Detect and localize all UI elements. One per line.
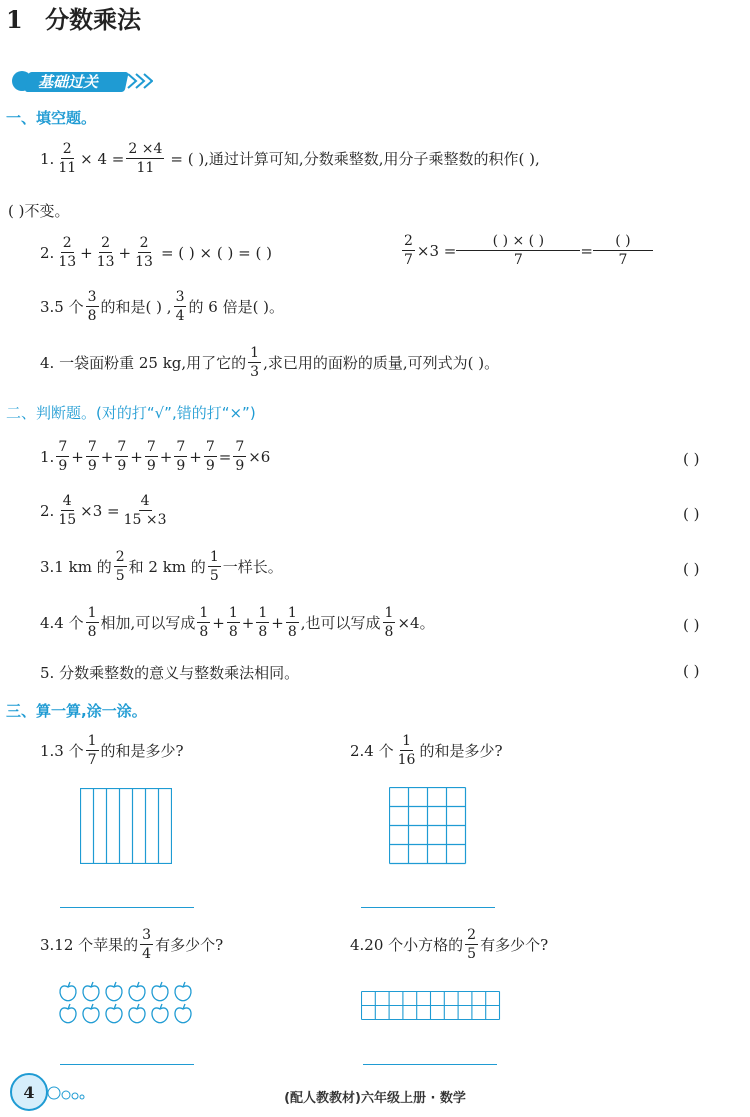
answer-line[interactable] xyxy=(60,907,194,908)
calc-question-1: 1.3 个 $\frac{1}{7}$ 的和是多少? xyxy=(40,733,184,768)
judge-question-1: 1. $\frac{7}{9}$ + $\frac{7}{9}$ + $\frac{7}{9}$ + $\frac{7}{9}$ + $\frac{7}{9}$ + $\frac{7}{9}$ = $\frac{7}{9}$ ×6 xyxy=(40,439,271,474)
section-heading-judge: 二、判断题。(对的打“√”,错的打“×”) xyxy=(6,404,256,422)
apple-icon xyxy=(152,1004,168,1023)
fraction: $\frac{3}{4}$ xyxy=(142,927,152,962)
answer-bracket[interactable]: ( ) xyxy=(683,505,700,523)
section-badge xyxy=(8,66,153,96)
strip-diagram-sevenths[interactable] xyxy=(80,788,172,864)
fraction: $\frac{1}{16}$ xyxy=(397,733,416,768)
fraction: $\frac{1}{5}$ xyxy=(209,549,219,584)
fill-question-3: 3.5 个 $\frac{3}{8}$ 的和是( ) , $\frac{3}{4}$ 的 6 倍是( )。 xyxy=(40,289,285,324)
apple-icon xyxy=(60,1004,76,1023)
fraction: $\frac{( ) \times ( )}{7}$ xyxy=(458,234,578,267)
fraction: $\frac{2}{13}$ xyxy=(58,235,77,270)
fraction: $\frac{7}{9}$ xyxy=(146,439,156,474)
fill-question-4: 4. 一袋面粉重 25 kg,用了它的 $\frac{1}{3}$ ,求已用的面粉的质量,可列式为( )。 xyxy=(40,345,500,380)
fraction: $\frac{7}{9}$ xyxy=(58,439,68,474)
fraction: $\frac{( )}{7}$ xyxy=(595,234,651,267)
answer-bracket[interactable]: ( ) xyxy=(683,450,700,468)
fraction: $\frac{2}{5}$ xyxy=(467,927,477,962)
fill-question-2: 2. $\frac{2}{13}$ + $\frac{2}{13}$ + $\frac{2}{13}$ = ( ) × ( ) = ( ) xyxy=(40,235,272,270)
fraction: $\frac{1}{8}$ xyxy=(287,605,297,640)
apple-icon xyxy=(83,982,99,1001)
fraction: $\frac{2}{7}$ xyxy=(404,233,413,268)
footer-text: (配人教教材)六年级上册 · 数学 xyxy=(284,1091,466,1106)
page-title-number: 1 xyxy=(6,5,23,34)
fraction: $\frac{1}{8}$ xyxy=(199,605,209,640)
apple-icon xyxy=(129,1004,145,1023)
fraction: $\frac{7}{9}$ xyxy=(205,439,215,474)
judge-question-3: 3.1 km 的 $\frac{2}{5}$ 和 2 km 的 $\frac{1}{5}$ 一样长。 xyxy=(40,549,283,584)
judge-question-5: 5. 分数乘整数的意义与整数乘法相同。 xyxy=(40,664,300,682)
apple-icon xyxy=(152,982,168,1001)
page-title-text: 分数乘法 xyxy=(45,6,142,34)
page-title xyxy=(6,0,141,35)
fraction: $\frac{1}{3}$ xyxy=(250,345,260,380)
fill-question-1: 1. $\frac{2}{11}$ × 4 = $\frac{2 \times 4}{11}$ = ( ),通过计算可知,分数乘整数,用分子乘整数的积作( ), xyxy=(40,141,540,176)
fill-question-2b: $\frac{2}{7}$ ×3 = $\frac{( ) \times ( )}{7}$ = $\frac{( )}{7}$ xyxy=(400,234,653,267)
fraction: $\frac{7}{9}$ xyxy=(176,439,186,474)
fraction: $\frac{7}{9}$ xyxy=(235,439,245,474)
judge-question-4: 4.4 个 $\frac{1}{8}$ 相加,可以写成 $\frac{1}{8}$ + $\frac{1}{8}$ + $\frac{1}{8}$ + $\frac{1}{8}$ ,也可以写成 $\frac{1}{8}$ ×4。 xyxy=(40,605,435,640)
fraction: $\frac{1}{8}$ xyxy=(228,605,238,640)
fraction: $\frac{2 \times 4}{11}$ xyxy=(128,141,163,176)
fraction: $\frac{3}{4}$ xyxy=(175,289,185,324)
calc-question-3: 3.12 个苹果的 $\frac{3}{4}$ 有多少个? xyxy=(40,927,224,962)
fraction: $\frac{2}{13}$ xyxy=(135,235,153,270)
apple-icon xyxy=(106,1004,122,1023)
judge-question-2: 2. $\frac{4}{15}$ ×3 = $\frac{4}{15 \times 3}$ xyxy=(40,493,167,528)
fraction: $\frac{3}{8}$ xyxy=(87,289,97,324)
fraction: $\frac{1}{7}$ xyxy=(87,733,97,768)
answer-bracket[interactable]: ( ) xyxy=(683,616,700,634)
fraction: $\frac{7}{9}$ xyxy=(117,439,127,474)
section-heading-calc: 三、算一算,涂一涂。 xyxy=(6,702,147,720)
fraction: $\frac{2}{13}$ xyxy=(96,235,115,270)
fraction: $\frac{1}{8}$ xyxy=(87,605,97,640)
apple-icon xyxy=(60,982,76,1001)
apple-icon xyxy=(175,982,191,1001)
calc-question-2: 2.4 个 $\frac{1}{16}$ 的和是多少? xyxy=(350,733,503,768)
badge-label: 基础过关 xyxy=(38,73,99,91)
answer-bracket[interactable]: ( ) xyxy=(683,560,700,578)
answer-bracket[interactable]: ( ) xyxy=(683,662,700,680)
fraction: $\frac{7}{9}$ xyxy=(87,439,97,474)
section-heading-fill: 一、填空题。 xyxy=(6,109,97,127)
apple-diagram[interactable] xyxy=(58,980,198,1026)
apple-icon xyxy=(83,1004,99,1023)
fraction: $\frac{2}{11}$ xyxy=(58,141,77,176)
page-number: 4 xyxy=(23,1082,35,1102)
fraction: $\frac{1}{8}$ xyxy=(384,605,394,640)
answer-line[interactable] xyxy=(363,1064,497,1065)
answer-line[interactable] xyxy=(361,907,495,908)
apple-icon xyxy=(175,1004,191,1023)
fraction: $\frac{2}{5}$ xyxy=(115,549,125,584)
fraction: $\frac{1}{8}$ xyxy=(258,605,268,640)
fraction: $\frac{4}{15}$ xyxy=(58,493,77,528)
grid-diagram-sixteenths[interactable] xyxy=(389,787,467,865)
apple-icon xyxy=(129,982,145,1001)
apple-icon xyxy=(106,982,122,1001)
fill-question-1-continued: ( )不变。 xyxy=(8,202,70,220)
fraction: $\frac{4}{15 \times 3}$ xyxy=(123,493,167,528)
answer-line[interactable] xyxy=(60,1064,194,1065)
calc-question-4: 4.20 个小方格的 $\frac{2}{5}$ 有多少个? xyxy=(350,927,549,962)
grid-diagram-twenty[interactable] xyxy=(361,991,501,1021)
